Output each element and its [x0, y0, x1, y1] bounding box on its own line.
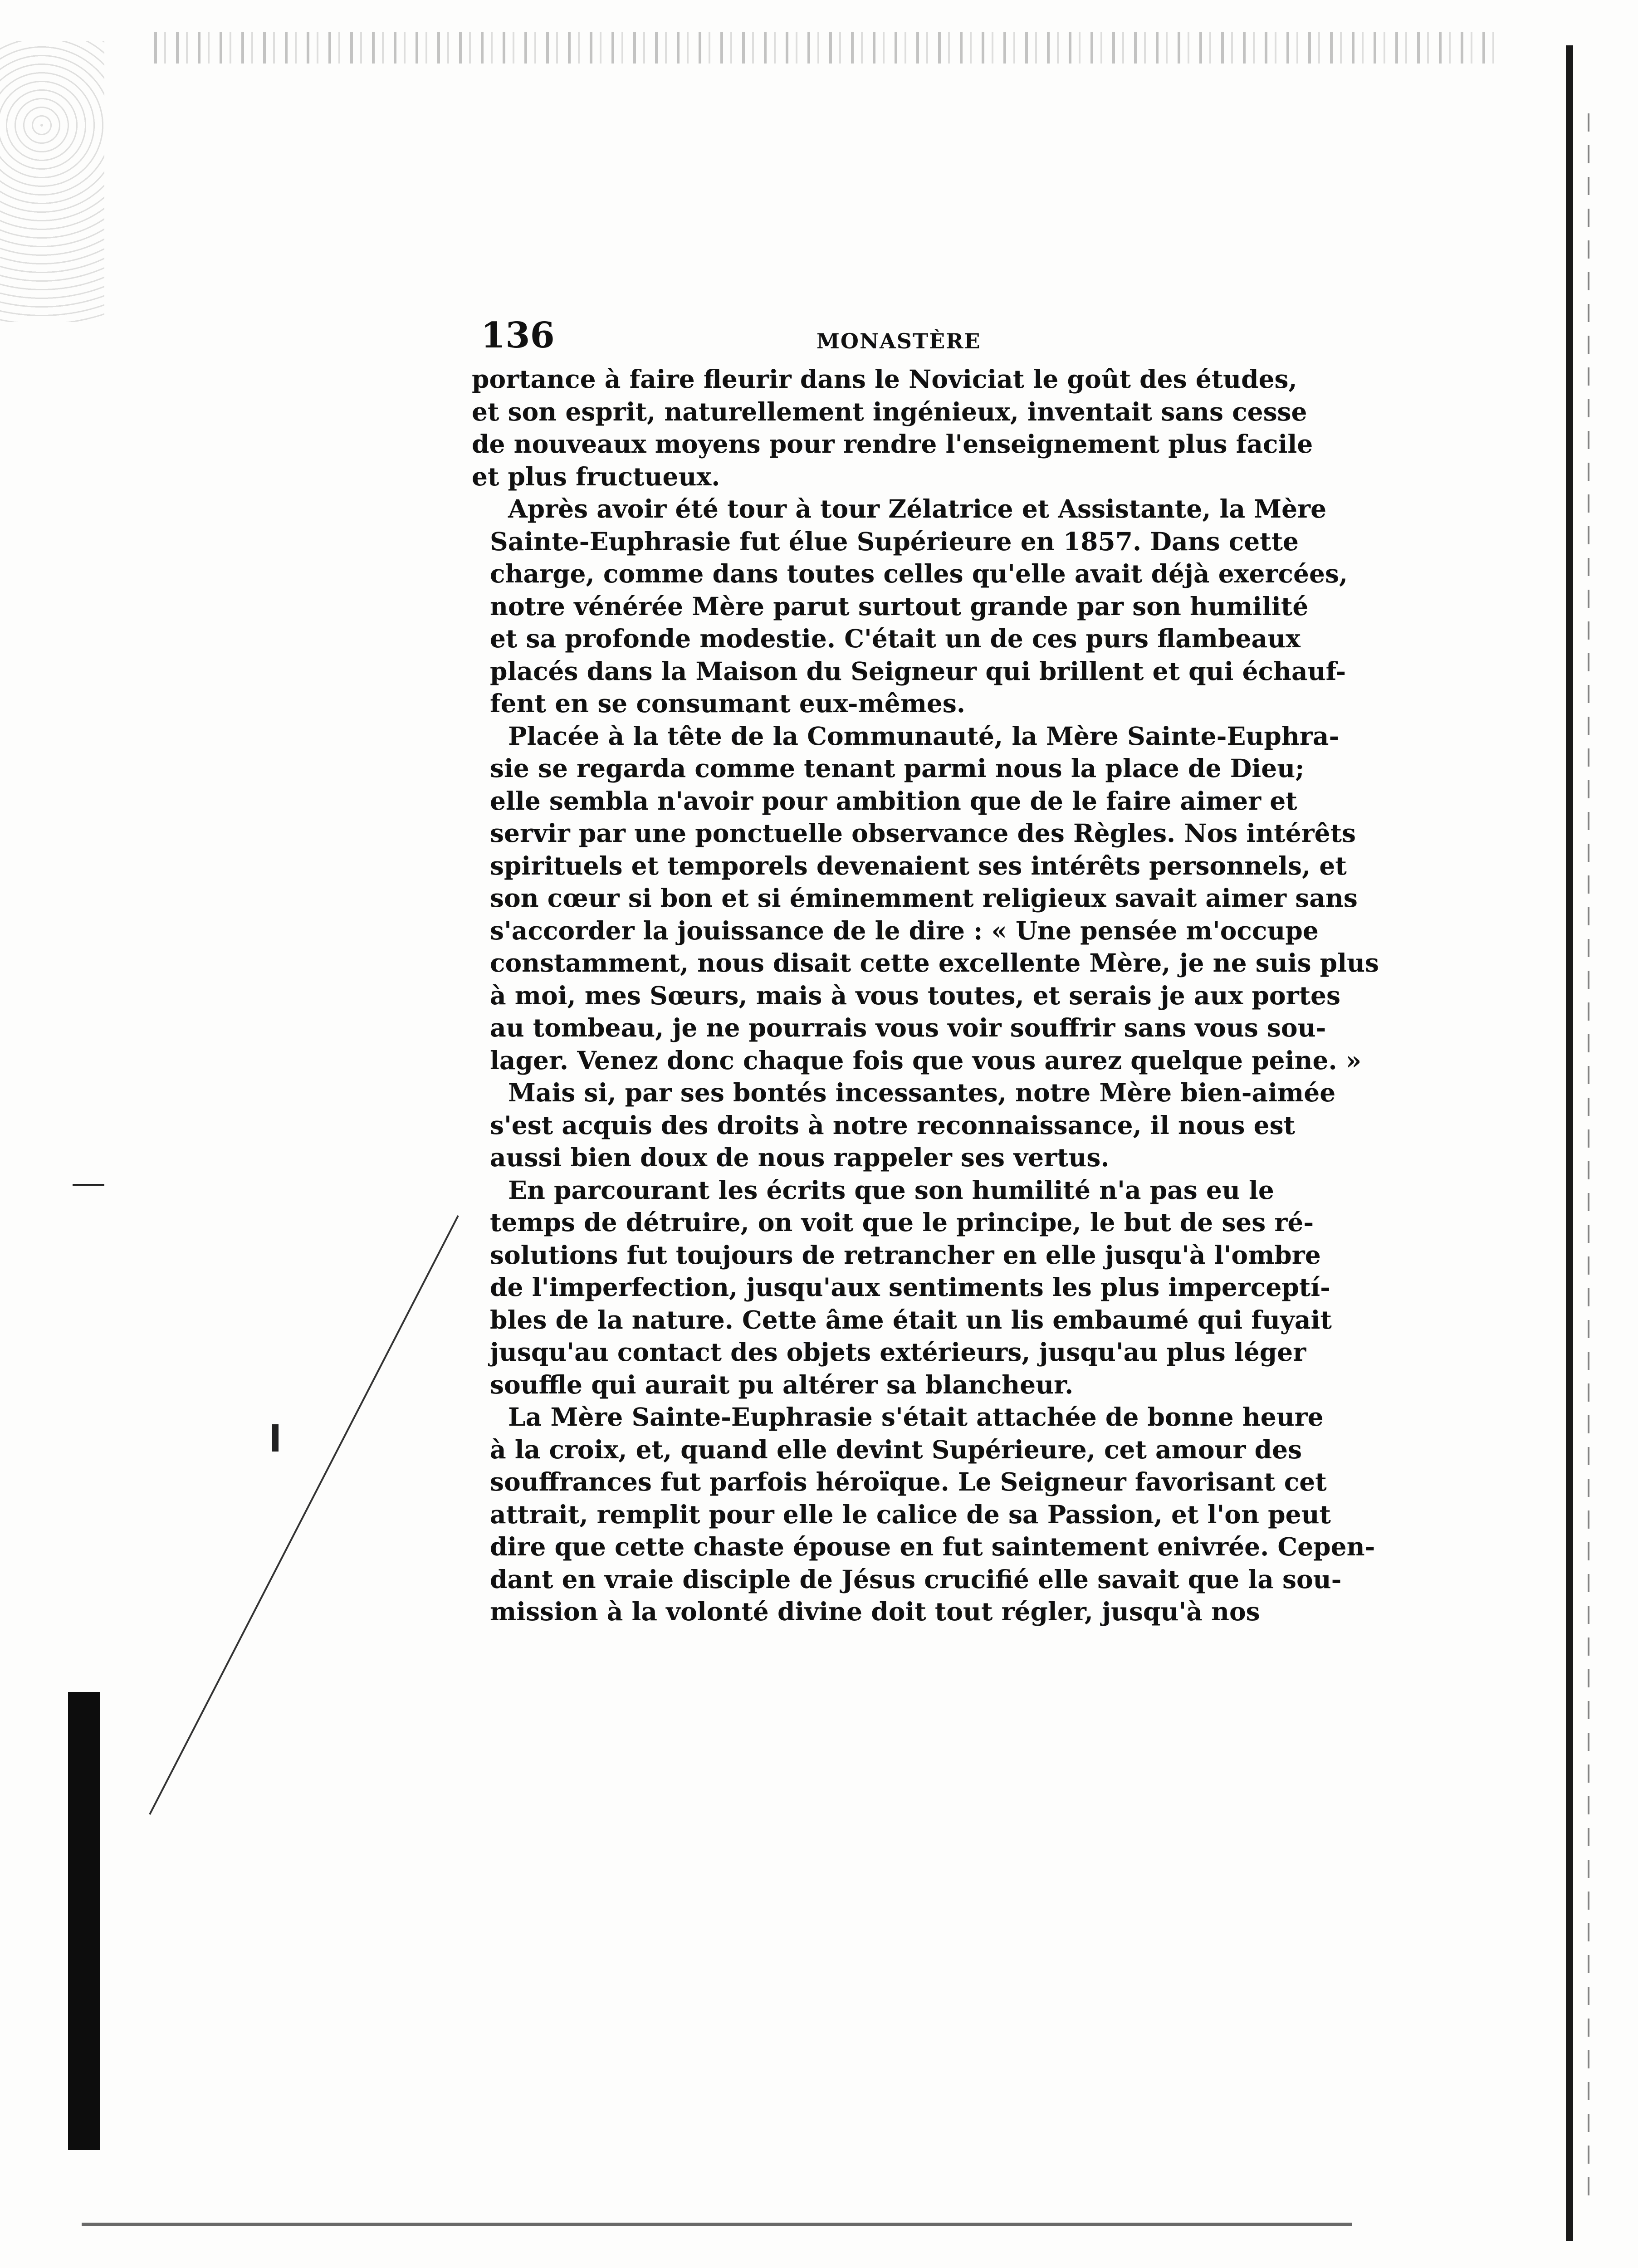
- text-line: mission à la volonté divine doit tout régler, jusqu'à nos: [490, 1597, 1260, 1626]
- running-head: MONASTÈRE: [817, 329, 981, 353]
- paragraph: [472, 1401, 1375, 1628]
- page-header: [481, 313, 1252, 363]
- text-line: fent en se consumant eux-mêmes.: [490, 689, 966, 718]
- text-line: souffle qui aurait pu altérer sa blancheur.: [490, 1369, 1074, 1399]
- text-line: de nouveaux moyens pour rendre l'enseignement plus facile: [472, 429, 1313, 459]
- page-number: 136: [481, 315, 555, 356]
- text-line: à moi, mes Sœurs, mais à vous toutes, et serais je aux portes: [490, 980, 1340, 1010]
- text-line: solutions fut toujours de retrancher en elle jusqu'à l'ombre: [490, 1240, 1321, 1270]
- text-line: de l'imperfection, jusqu'aux sentiments les plus imperceptí-: [490, 1272, 1330, 1302]
- paragraph: [472, 493, 1348, 720]
- text-line: notre vénérée Mère parut surtout grande par son humilité: [490, 591, 1309, 621]
- stray-mark: [272, 1424, 279, 1452]
- paragraph: [472, 1174, 1332, 1401]
- text-line: placés dans la Maison du Seigneur qui brillent et qui échauf-: [490, 656, 1346, 686]
- text-line: bles de la nature. Cette âme était un lis embaumé qui fuyait: [490, 1305, 1332, 1334]
- text-line: aussi bien doux de nous rappeler ses vertus.: [490, 1143, 1110, 1172]
- text-line: s'accorder la jouissance de le dire : « Une pensée m'occupe: [490, 915, 1319, 945]
- text-line: sie se regarda comme tenant parmi nous la place de Dieu;: [490, 753, 1305, 783]
- text-line: portance à faire fleurir dans le Noviciat le goût des études,: [472, 364, 1297, 394]
- text-line: elle sembla n'avoir pour ambition que de le faire aimer et: [490, 786, 1297, 816]
- text-line: attrait, remplit pour elle le calice de sa Passion, et l'on peut: [490, 1499, 1331, 1529]
- text-line: s'est acquis des droits à notre reconnaissance, il nous est: [490, 1110, 1296, 1140]
- text-line: au tombeau, je ne pourrais vous voir souffrir sans vous sou-: [490, 1013, 1326, 1042]
- text-line: souffrances fut parfois héroïque. Le Seigneur favorisant cet: [490, 1467, 1327, 1496]
- text-line: et plus fructueux.: [472, 461, 720, 491]
- body-text: [472, 363, 1379, 1628]
- text-line: et son esprit, naturellement ingénieux, inventait sans cesse: [472, 396, 1307, 426]
- text-line: spirituels et temporels devenaient ses intérêts personnels, et: [490, 850, 1347, 880]
- text-line: Mais si, par ses bontés incessantes, notre Mère bien-aimée: [508, 1078, 1336, 1107]
- text-line: Sainte-Euphrasie fut élue Supérieure en 1857. Dans cette: [490, 526, 1299, 556]
- text-line: temps de détruire, on voit que le principe, le but de ses ré-: [490, 1207, 1314, 1237]
- text-line: constamment, nous disait cette excellente Mère, je ne suis plus: [490, 948, 1379, 978]
- text-line: son cœur si bon et si éminemment religieux savait aimer sans: [490, 883, 1358, 913]
- text-line: charge, comme dans toutes celles qu'elle avait déjà exercées,: [490, 559, 1348, 588]
- paragraph: [472, 1076, 1336, 1174]
- paragraph: [472, 363, 1313, 493]
- text-line: Placée à la tête de la Communauté, la Mère Sainte-Euphra-: [508, 721, 1340, 751]
- text-line: et sa profonde modestie. C'était un de ces purs flambeaux: [490, 624, 1301, 653]
- text-line: Après avoir été tour à tour Zélatrice et Assistante, la Mère: [508, 494, 1327, 523]
- text-line: dire que cette chaste épouse en fut saintement enivrée. Cepen-: [490, 1532, 1375, 1561]
- text-line: La Mère Sainte-Euphrasie s'était attachée de bonne heure: [508, 1402, 1324, 1432]
- text-line: En parcourant les écrits que son humilité n'a pas eu le: [508, 1175, 1274, 1205]
- text-line: lager. Venez donc chaque fois que vous aurez quelque peine. »: [490, 1045, 1362, 1075]
- text-line: servir par une ponctuelle observance des Règles. Nos intérêts: [490, 818, 1356, 848]
- stray-diagonal-line: [150, 1216, 458, 1814]
- text-line: dant en vraie disciple de Jésus crucifié elle savait que la sou-: [490, 1564, 1342, 1594]
- text-line: jusqu'au contact des objets extérieurs, jusqu'au plus léger: [490, 1337, 1306, 1367]
- text-line: à la croix, et, quand elle devint Supérieure, cet amour des: [490, 1434, 1302, 1464]
- paragraph: [472, 720, 1379, 1077]
